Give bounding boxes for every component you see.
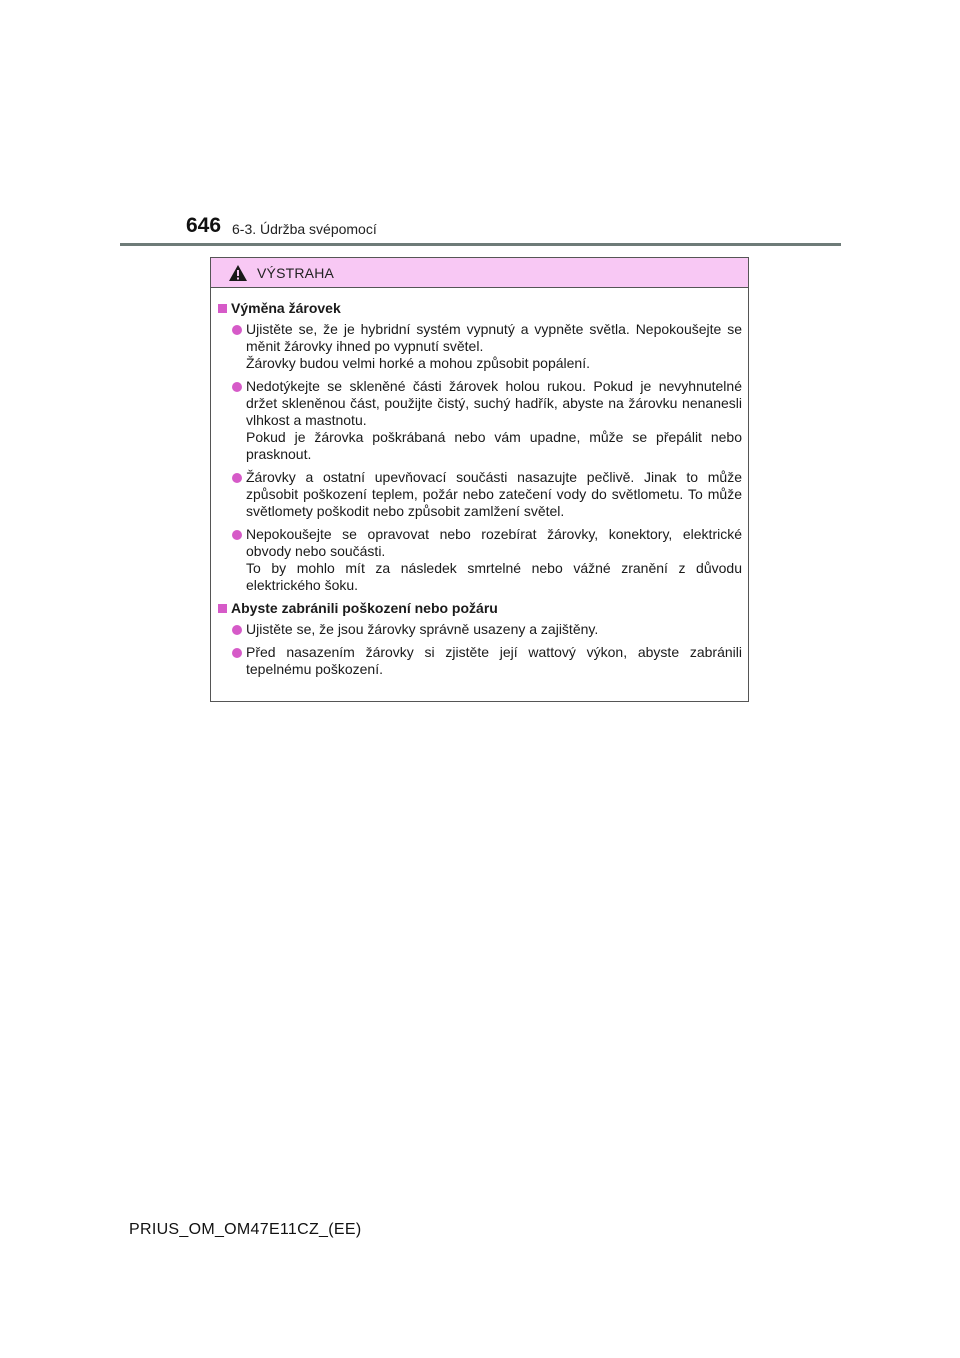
topic-title: Výměna žárovek	[231, 300, 341, 316]
warning-triangle-icon	[228, 264, 248, 282]
topic-heading	[218, 600, 742, 617]
item-text: To by mohlo mít za následek smrtelné nebo vážné zranění z důvodu elektrického šoku.	[246, 560, 742, 593]
topic-title: Abyste zabránili poškození nebo požáru	[231, 600, 498, 616]
item-text: Pokud je žárovka poškrábaná nebo vám upadne, může se přepálit nebo prasknout.	[246, 429, 742, 462]
circle-bullet-icon	[232, 625, 242, 635]
footer-code: PRIUS_OM_OM47E11CZ_(EE)	[129, 1221, 362, 1238]
circle-bullet-icon	[232, 473, 242, 483]
item-text: Nedotýkejte se skleněné části žárovek holou rukou. Pokud je nevyhnutelné držet skleněnou část, použijte čistý, suchý hadřík, abyste na žárovku nenanesli vlhkost a mastnotu.	[246, 378, 742, 428]
warning-header	[211, 258, 748, 288]
section-title: 6-3. Údržba svépomocí	[232, 221, 377, 237]
warning-box	[210, 257, 749, 702]
list-item	[218, 644, 742, 678]
list-item	[218, 378, 742, 463]
list-item	[218, 526, 742, 594]
list-item	[218, 321, 742, 372]
item-text: Žárovky budou velmi horké a mohou způsobit popálení.	[246, 355, 590, 371]
topic-heading	[218, 300, 742, 317]
header-rule	[120, 243, 841, 246]
circle-bullet-icon	[232, 530, 242, 540]
item-text: Nepokoušejte se opravovat nebo rozebírat žárovky, konektory, elektrické obvody nebo součásti.	[246, 526, 742, 559]
warning-body	[211, 288, 748, 678]
list-item	[218, 621, 742, 638]
list-item	[218, 469, 742, 520]
item-text: Před nasazením žárovky si zjistěte její wattový výkon, abyste zabránili tepelnému poškození.	[246, 644, 742, 677]
item-text: Žárovky a ostatní upevňovací součásti nasazujte pečlivě. Jinak to může způsobit poškození teplem, požár nebo zatečení vody do světlometu. To může světlomety poškodit nebo způsobit zamlžení světel.	[246, 469, 742, 519]
page-number: 646	[186, 214, 222, 237]
warning-label: VÝSTRAHA	[257, 264, 335, 281]
square-bullet-icon	[218, 604, 227, 613]
item-text: Ujistěte se, že jsou žárovky správně usazeny a zajištěny.	[246, 621, 599, 637]
square-bullet-icon	[218, 304, 227, 313]
item-text: Ujistěte se, že je hybridní systém vypnutý a vypněte světla. Nepokoušejte se měnit žárovky ihned po vypnutí světel.	[246, 321, 742, 354]
circle-bullet-icon	[232, 325, 242, 335]
circle-bullet-icon	[232, 382, 242, 392]
circle-bullet-icon	[232, 648, 242, 658]
